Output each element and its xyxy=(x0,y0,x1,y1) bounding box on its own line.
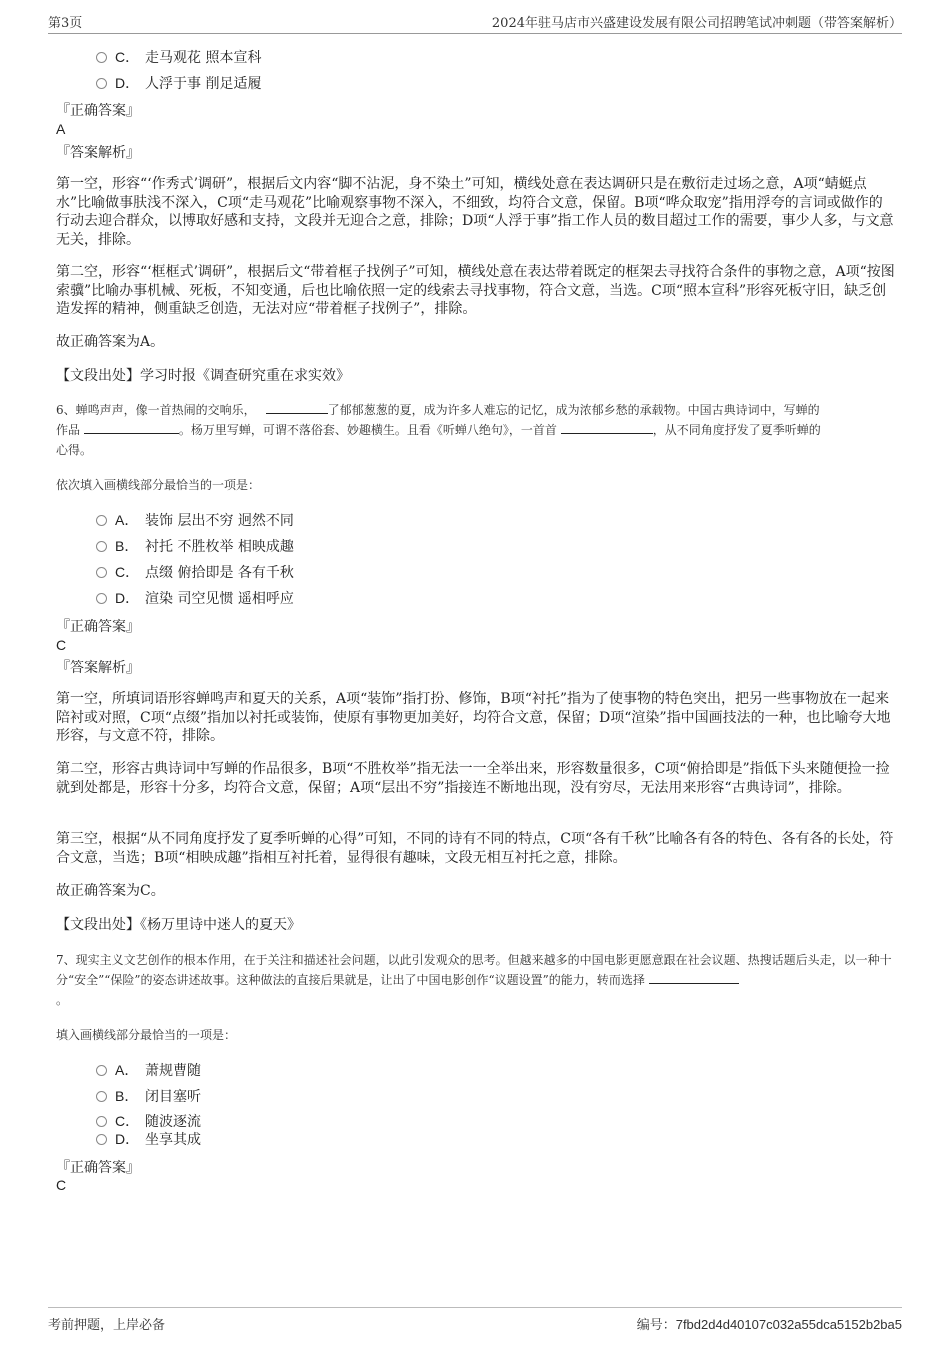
q6-prompt: 依次填入画横线部分最恰当的一项是： xyxy=(56,478,261,492)
radio-icon[interactable] xyxy=(96,541,107,552)
q6-option-a[interactable]: A． 装饰 层出不穷 迥然不同 xyxy=(96,510,294,530)
footer-slogan: 考前押题，上岸必备 xyxy=(48,1318,166,1333)
q6-option-b[interactable]: B． 衬托 不胜枚举 相映成趣 xyxy=(96,536,294,556)
radio-icon[interactable] xyxy=(96,1065,107,1076)
q7-answer-label: 『正确答案』 xyxy=(56,1160,140,1176)
footer-divider xyxy=(48,1307,902,1308)
page-footer xyxy=(48,1312,902,1332)
q6-option-d[interactable]: D． 渲染 司空见惯 遥相呼应 xyxy=(96,588,294,608)
radio-icon[interactable] xyxy=(96,1091,107,1102)
q5-analysis-conclusion: 故正确答案为A。 xyxy=(56,334,165,350)
radio-icon[interactable] xyxy=(96,52,107,63)
q6-answer-label: 『正确答案』 xyxy=(56,619,140,635)
q5-source: 【文段出处】学习时报《调查研究重在求实效》 xyxy=(56,368,350,384)
page-header xyxy=(48,12,902,32)
q6-blank-1[interactable] xyxy=(266,401,328,414)
q5-analysis-p1: 第一空，形容“‘作秀式’调研”，根据后文内容“脚不沾泥，身不染土”可知，横线处意在表达调研只是在敷衍走过场之意，A项“蜻蜓点水”比喻做事肤浅不深入，C项“走马观花”比喻观察事物不深入，不细致，均符合文意，保留。B项“哗众取宠”指用浮夸的言词或做作的行动去迎合群众，以博取好感和支持，文段并无迎合之意，排除；D项“人浮于事”指工作人员的数目超过工作的需要，事少人多，与文意无关，排除。 xyxy=(56,176,894,248)
q7-option-b[interactable]: B． 闭目塞听 xyxy=(96,1086,201,1106)
radio-icon[interactable] xyxy=(96,1116,107,1127)
q5-analysis-label: 『答案解析』 xyxy=(56,145,140,161)
page-number: 第3页 xyxy=(48,16,83,31)
q6-answer: C xyxy=(56,637,67,653)
radio-icon[interactable] xyxy=(96,515,107,526)
q6-analysis-conclusion: 故正确答案为C。 xyxy=(56,883,165,899)
document-title: 2024年驻马店市兴盛建设发展有限公司招聘笔试冲刺题（带答案解析） xyxy=(491,16,902,31)
radio-icon[interactable] xyxy=(96,78,107,89)
q5-option-c[interactable]: C． 走马观花 照本宣科 xyxy=(96,47,261,67)
radio-icon[interactable] xyxy=(96,1134,107,1145)
radio-icon[interactable] xyxy=(96,593,107,604)
q6-analysis-label: 『答案解析』 xyxy=(56,660,140,676)
q6-analysis-p3: 第三空，根据“从不同角度抒发了夏季听蝉的心得”可知，不同的诗有不同的特点，C项“各有千秋”比喻各有各的特色、各有各的长处，符合文意，当选；B项“相映成趣”指相互衬托着，显得很有趣味，文段无相互衬托之意，排除。 xyxy=(56,831,894,866)
q5-analysis-p2: 第二空，形容“‘框框式’调研”，根据后文“带着框子找例子”可知，横线处意在表达带着既定的框架去寻找符合条件的事物之意，A项“按图索骥”比喻办事机械、死板，不知变通，后也比喻依照一定的线索去寻找事物，符合文意，当选。C项“照本宣科”形容死板守旧，缺乏创造发挥的精神，侧重缺乏创造，无法对应“带着框子找例子”，排除。 xyxy=(56,264,895,317)
q6-analysis-p1: 第一空，所填词语形容蝉鸣声和夏天的关系，A项“装饰”指打扮、修饰，B项“衬托”指为了使事物的特色突出，把另一些事物放在一起来陪衬或对照，C项“点缀”指加以衬托或装饰，使原有事物更加美好，均符合文意，保留；D项“渲染”指中国画技法的一种，也比喻夸大地形容，与文意不符，排除。 xyxy=(56,691,891,744)
q7-option-d[interactable]: D． 坐享其成 xyxy=(96,1129,201,1149)
q6-analysis-p2: 第二空，形容古典诗词中写蝉的作品很多，B项“不胜枚举”指无法一一全举出来，形容数量很多，C项“俯拾即是”指低下头来随便捡一捡就到处都是，形容十分多，均符合文意，保留；A项“层出不穷”指接连不断地出现，没有穷尽，无法用来形容“古典诗词”，排除。 xyxy=(56,761,890,796)
q7-blank[interactable] xyxy=(649,971,739,984)
q5-option-d[interactable]: D． 人浮于事 削足适履 xyxy=(96,73,261,93)
q7-option-c[interactable]: C． 随波逐流 xyxy=(96,1111,201,1131)
q5-answer-label: 『正确答案』 xyxy=(56,103,140,119)
q6-blank-2[interactable] xyxy=(84,421,179,434)
q5-answer: A xyxy=(56,121,66,137)
q7-option-a[interactable]: A． 萧规曹随 xyxy=(96,1060,201,1080)
q7-question: 7、现实主义文艺创作的根本作用，在于关注和描述社会问题，以此引发观众的思考。但越来越多的中国电影更愿意跟在社会议题、热搜话题后头走，以一种十分“安全”“保险”的姿态讲述故事。这种做法的直接后果就是，让出了中国电影创作“议题设置”的能力，转而选择 。 xyxy=(56,953,892,1007)
radio-icon[interactable] xyxy=(96,567,107,578)
q6-blank-3[interactable] xyxy=(561,421,653,434)
header-divider xyxy=(48,33,902,34)
q6-source: 【文段出处】《杨万里诗中迷人的夏天》 xyxy=(56,917,301,933)
q7-answer: C xyxy=(56,1177,67,1193)
q7-prompt: 填入画横线部分最恰当的一项是： xyxy=(56,1028,237,1042)
document-id: 编号：7fbd2d4d40107c032a55dca5152b2ba5 xyxy=(636,1317,902,1333)
q6-question: 6、蝉鸣声声，像一首热闹的交响乐， 了郁郁葱葱的夏，成为许多人难忘的记忆，成为浓郁乡愁的承载物。中国古典诗词中，写蝉的 作品 。杨万里写蝉，可谓不落俗套、妙趣横生。且看《听蝉八绝句》，一首首 ，从不同角度抒发了夏季听蝉的 心得。 xyxy=(56,403,821,457)
q6-option-c[interactable]: C． 点缀 俯拾即是 各有千秋 xyxy=(96,562,294,582)
